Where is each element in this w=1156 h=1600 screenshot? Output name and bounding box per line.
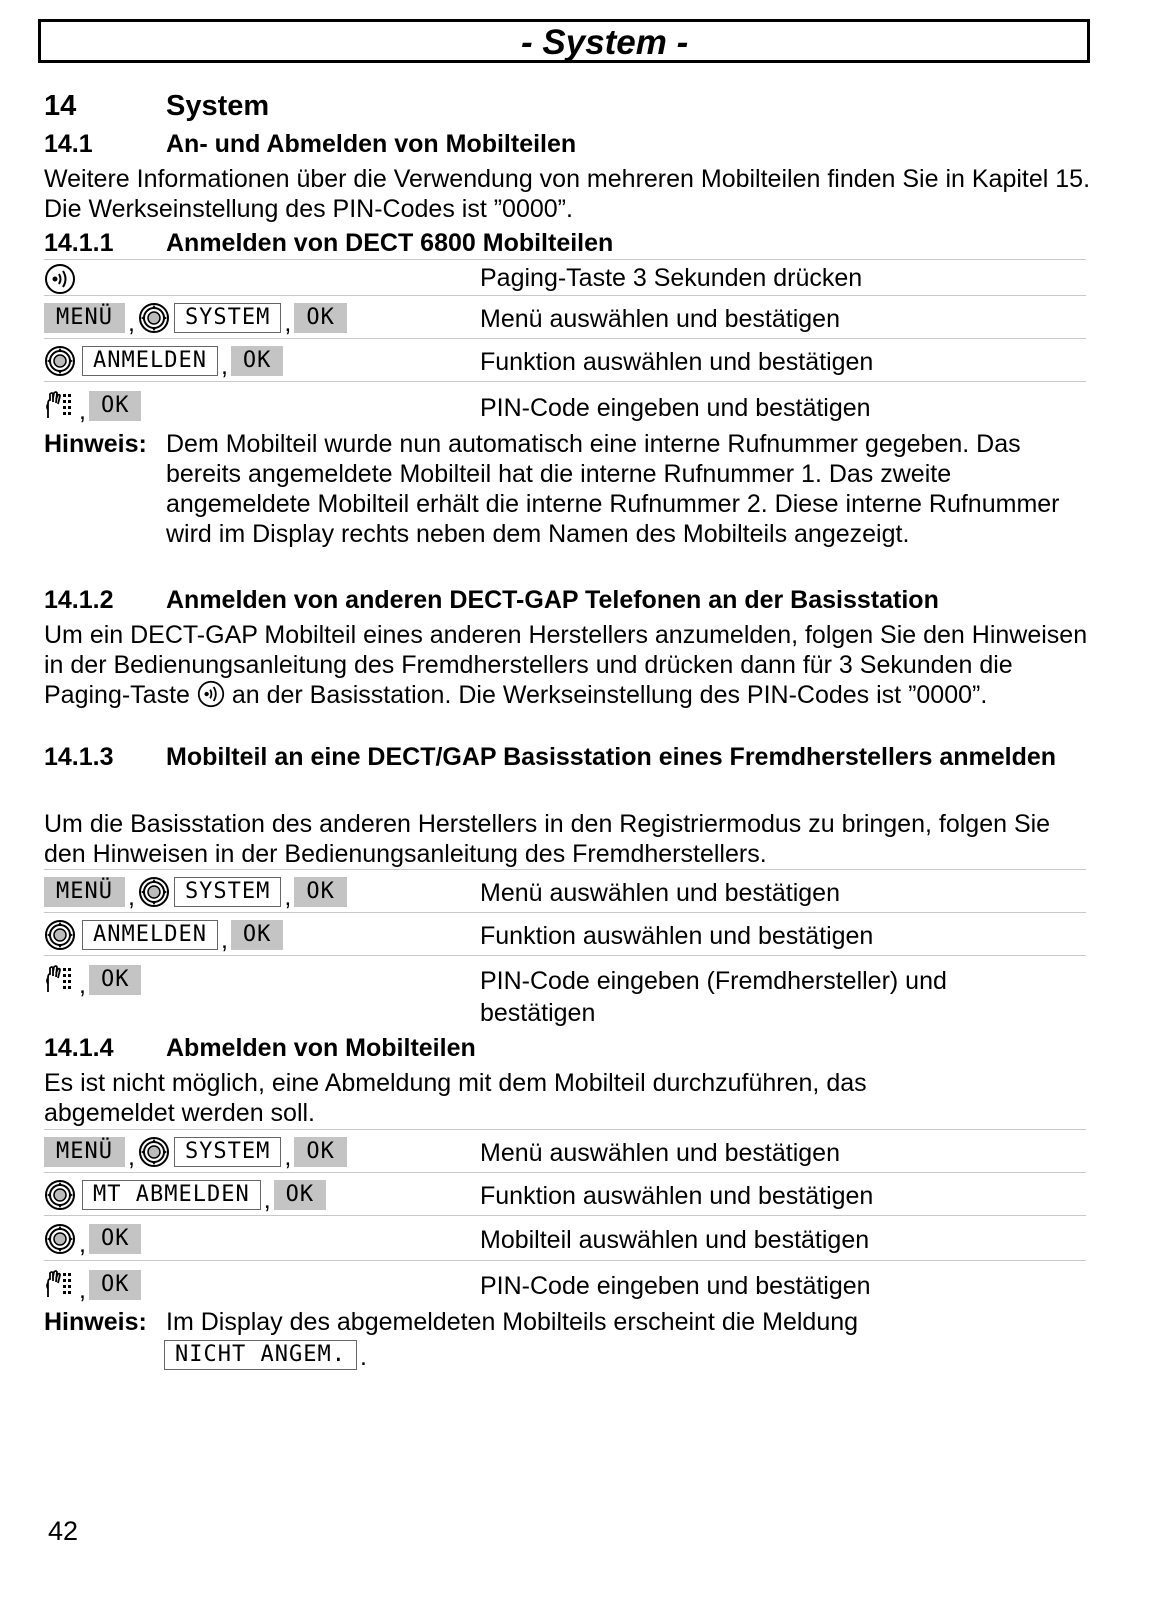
- navigation-ring-icon: [138, 876, 170, 908]
- page-header: [38, 19, 1090, 63]
- instruction-row: MENÜ , SYSTEM , OK Menü auswählen und bestätigen: [44, 869, 1086, 913]
- nicht-angem-display: NICHT ANGEM.: [164, 1340, 357, 1370]
- ok-softkey: OK: [89, 391, 142, 421]
- ok-softkey: OK: [89, 1270, 142, 1300]
- navigation-ring-icon: [138, 302, 170, 334]
- menu-softkey: MENÜ: [44, 303, 125, 333]
- navigation-ring-icon: [44, 345, 76, 377]
- anmelden-display: ANMELDEN: [82, 920, 218, 950]
- instruction-text: Funktion auswählen und bestätigen: [480, 922, 874, 950]
- hint-label: Hinweis:: [44, 1308, 147, 1336]
- instruction-text: Menü auswählen und bestätigen: [480, 305, 840, 333]
- hint-text: Dem Mobilteil wurde nun automatisch eine interne Rufnummer gegeben. Das bereits angemeldete Mobilteil hat die interne Rufnummer 1. Das zweite angemeldete Mobilteil erhält die interne Rufnummer 2. Diese interne Rufnummer wird im Display rechts neben dem Namen des Mobilteils angezeigt.: [166, 430, 1060, 548]
- subsection-title: Anmelden von anderen DECT-GAP Telefonen an der Basisstation: [166, 586, 939, 614]
- ok-softkey: OK: [274, 1180, 327, 1210]
- subsection-number: 14.1.1: [44, 229, 114, 257]
- paging-icon: [44, 263, 76, 295]
- ok-softkey: OK: [294, 303, 347, 333]
- navigation-ring-icon: [44, 1179, 76, 1211]
- navigation-ring-icon: [138, 1136, 170, 1168]
- page-number: 42: [48, 1516, 79, 1546]
- hint-label: Hinweis:: [44, 430, 147, 458]
- chapter-title: System: [166, 90, 270, 122]
- instruction-row: [44, 259, 1086, 296]
- navigation-ring-icon: [44, 1223, 76, 1255]
- subsection-title: Mobilteil an eine DECT/GAP Basisstation eines Fremdherstellers anmelden: [166, 743, 1057, 771]
- navigation-ring-icon: [44, 919, 76, 951]
- system-display: SYSTEM: [174, 1137, 281, 1167]
- paging-icon: [197, 680, 225, 708]
- ok-softkey: OK: [231, 920, 284, 950]
- hint-text: Im Display des abgemeldeten Mobilteils erscheint die Meldung: [166, 1308, 859, 1336]
- section-title: An- und Abmelden von Mobilteilen: [166, 130, 577, 158]
- system-display: SYSTEM: [174, 303, 281, 333]
- instruction-row: ANMELDEN , OK Funktion auswählen und bestätigen: [44, 912, 1086, 956]
- subsection-text: Um die Basisstation des anderen Herstellers in den Registriermodus zu bringen, folgen Sie den Hinweisen in der Bedienungsanleitung des Fremdherstellers.: [44, 810, 1051, 868]
- hint-display-line: [164, 1340, 367, 1370]
- instruction-row: , OK PIN-Code eingeben und bestätigen: [44, 1260, 1086, 1307]
- section-number: 14.1: [44, 130, 93, 158]
- subsection-text: Es ist nicht möglich, eine Abmeldung mit dem Mobilteil durchzuführen, das abgemeldet werden soll.: [44, 1069, 867, 1127]
- section-intro-text: Weitere Informationen über die Verwendung von mehreren Mobilteilen finden Sie in Kapitel 15. Die Werkseinstellung des PIN-Codes ist ”0000”.: [44, 165, 1091, 223]
- ok-softkey: OK: [294, 1137, 347, 1167]
- ok-softkey: OK: [294, 877, 347, 907]
- instruction-text: PIN-Code eingeben und bestätigen: [480, 394, 871, 422]
- subsection-text: [44, 620, 1094, 710]
- instruction-text: Paging-Taste 3 Sekunden drücken: [480, 264, 863, 292]
- keypad-hand-icon: [44, 390, 76, 422]
- subsection-title: Abmelden von Mobilteilen: [166, 1034, 476, 1062]
- ok-softkey: OK: [89, 1224, 142, 1254]
- ok-softkey: OK: [231, 346, 284, 376]
- menu-softkey: MENÜ: [44, 1137, 125, 1167]
- instruction-row: MENÜ , SYSTEM , OK Menü auswählen und bestätigen: [44, 1129, 1086, 1173]
- instruction-row: ANMELDEN , OK Funktion auswählen und bestätigen: [44, 338, 1086, 382]
- subsection-text-part: an der Basisstation. Die Werkseinstellung des PIN-Codes ist ”0000”.: [231, 681, 988, 709]
- instruction-text: PIN-Code eingeben (Fremdhersteller) und bestätigen: [480, 967, 947, 1027]
- hint-end: .: [359, 1343, 367, 1371]
- system-display: SYSTEM: [174, 877, 281, 907]
- instruction-text: Menü auswählen und bestätigen: [480, 1139, 840, 1167]
- instruction-row: , OK PIN-Code eingeben und bestätigen: [44, 381, 1086, 428]
- instruction-text: Funktion auswählen und bestätigen: [480, 348, 874, 376]
- ok-softkey: OK: [89, 965, 142, 995]
- chapter-number: 14: [44, 90, 77, 122]
- instruction-text: Mobilteil auswählen und bestätigen: [480, 1226, 870, 1254]
- instruction-text: Menü auswählen und bestätigen: [480, 879, 840, 907]
- instruction-row: MENÜ , SYSTEM , OK Menü auswählen und bestätigen: [44, 295, 1086, 339]
- menu-softkey: MENÜ: [44, 877, 125, 907]
- subsection-text-part: Um ein DECT-GAP Mobilteil eines anderen Herstellers anzumelden, folgen Sie den Hinweisen in der Bedienungsanleitung des Fremdherstellers und drücken dann für 3 Sekunden die Paging-Taste: [44, 621, 1088, 709]
- instruction-row: , OK Mobilteil auswählen und bestätigen: [44, 1215, 1086, 1261]
- keypad-hand-icon: [44, 964, 76, 996]
- instruction-text: PIN-Code eingeben und bestätigen: [480, 1272, 871, 1300]
- header-title: - System -: [521, 23, 689, 62]
- subsection-title: Anmelden von DECT 6800 Mobilteilen: [166, 229, 614, 257]
- mt-abmelden-display: MT ABMELDEN: [82, 1180, 261, 1210]
- subsection-number: 14.1.4: [44, 1034, 114, 1062]
- subsection-number: 14.1.2: [44, 586, 114, 614]
- keypad-hand-icon: [44, 1269, 76, 1301]
- instruction-row: MT ABMELDEN , OK Funktion auswählen und bestätigen: [44, 1172, 1086, 1216]
- instruction-row: , OK PIN-Code eingeben (Fremdhersteller) und bestätigen: [44, 955, 1086, 1032]
- instruction-text: Funktion auswählen und bestätigen: [480, 1182, 874, 1210]
- anmelden-display: ANMELDEN: [82, 346, 218, 376]
- subsection-number: 14.1.3: [44, 743, 114, 771]
